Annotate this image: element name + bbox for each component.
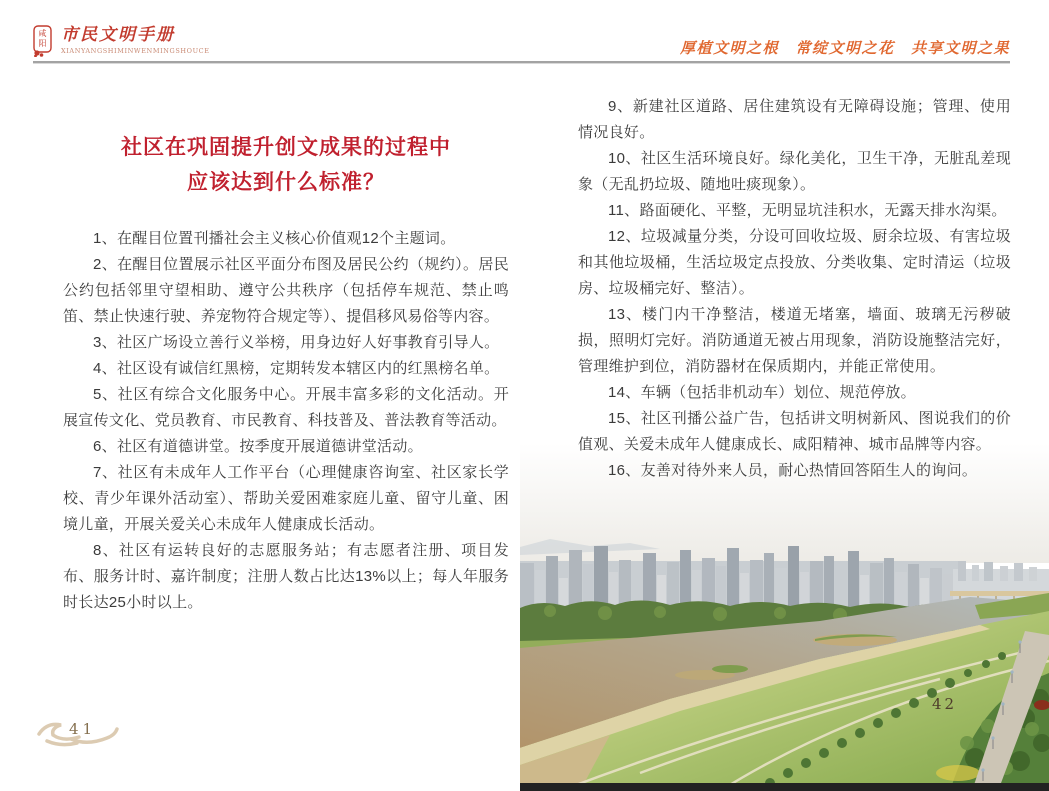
- xianyang-weihe-river-aerial-photo: [520, 443, 1049, 791]
- left-page-number: 41: [69, 720, 97, 738]
- page-title: [63, 130, 509, 200]
- right-page-column: [578, 94, 1011, 484]
- logo-title: 市民文明手册: [61, 25, 175, 45]
- right-paragraph-9: 9、新建社区道路、居住建筑设有无障碍设施；管理、使用情况良好。: [578, 98, 1011, 141]
- left-paragraph-6: 6、社区有道德讲堂。按季度开展道德讲堂活动。: [93, 438, 423, 455]
- left-paragraph-4: 4、社区设有诚信红黑榜，定期转发本辖区内的红黑榜名单。: [93, 360, 500, 377]
- left-paragraph-8: 8、社区有运转良好的志愿服务站；有志愿者注册、项目发布、服务计时、嘉许制度；注册人数占比达13%以上；每人年服务时长达25小时以上。: [63, 542, 509, 611]
- left-paragraph-1: 1、在醒目位置刊播社会主义核心价值观12个主题词。: [93, 230, 456, 247]
- left-page-footer: [33, 712, 123, 748]
- left-paragraph-2: 2、在醒目位置展示社区平面分布图及居民公约（规约）。居民公约包括邻里守望相助、遵守公共秩序（包括停车规范、禁止鸣笛、禁止快速行驶、养宠物符合规定等）、提倡移风易俗等内容。: [63, 256, 509, 325]
- header-rule: [33, 61, 1010, 64]
- left-paragraph-5: 5、社区有综合文化服务中心。开展丰富多彩的文化活动。开展宣传文化、党员教育、市民教育、科技普及、普法教育等活动。: [63, 386, 509, 429]
- right-paragraph-12: 12、垃圾减量分类，分设可回收垃圾、厨余垃圾、有害垃圾和其他垃圾桶，生活垃圾定点投放、分类收集、定时清运（垃圾房、垃圾桶完好、整洁）。: [578, 228, 1011, 297]
- right-paragraph-11: 11、路面硬化、平整，无明显坑洼积水，无露天排水沟渠。: [608, 202, 1007, 219]
- logo-subtitle: XIANYANGSHIMINWENMINGSHOUCE: [61, 47, 210, 55]
- left-paragraph-3: 3、社区广场设立善行义举榜，用身边好人好事教育引导人。: [93, 334, 500, 351]
- svg-text:阳: 阳: [38, 39, 47, 48]
- page-title-line2: 应该达到什么标准？: [187, 171, 385, 194]
- right-paragraph-10: 10、社区生活环境良好。绿化美化，卫生干净，无脏乱差现象（无乱扔垃圾、随地吐痰现象）。: [578, 150, 1011, 193]
- handbook-logo: [33, 25, 210, 57]
- header-slogan: 厚植文明之根 常绽文明之花 共享文明之果: [679, 39, 1010, 57]
- right-page-number: 42: [932, 695, 958, 713]
- left-paragraph-7: 7、社区有未成年人工作平台（心理健康咨询室、社区家长学校、青少年课外活动室）、帮助关爱困难家庭儿童、留守儿童、困境儿童，开展关爱关心未成年人健康成长活动。: [63, 464, 509, 533]
- right-paragraph-16: 16、友善对待外来人员，耐心热情回答陌生人的询问。: [608, 462, 978, 479]
- right-paragraph-13: 13、楼门内干净整洁，楼道无堵塞，墙面、玻璃无污秽破损，照明灯完好。消防通道无被占用现象，消防设施整洁完好，管理维护到位，消防器材在保质期内，并能正常使用。: [578, 306, 1011, 375]
- left-page-column: [63, 130, 509, 616]
- right-paragraph-15: 15、社区刊播公益广告，包括讲文明树新风、图说我们的价值观、关爱未成年人健康成长、咸阳精神、城市品牌等内容。: [578, 410, 1011, 453]
- svg-text:咸: 咸: [38, 29, 47, 38]
- right-paragraph-14: 14、车辆（包括非机动车）划位、规范停放。: [608, 384, 916, 401]
- page-title-line1: 社区在巩固提升创文成果的过程中: [121, 136, 451, 159]
- seal-icon: [33, 25, 55, 57]
